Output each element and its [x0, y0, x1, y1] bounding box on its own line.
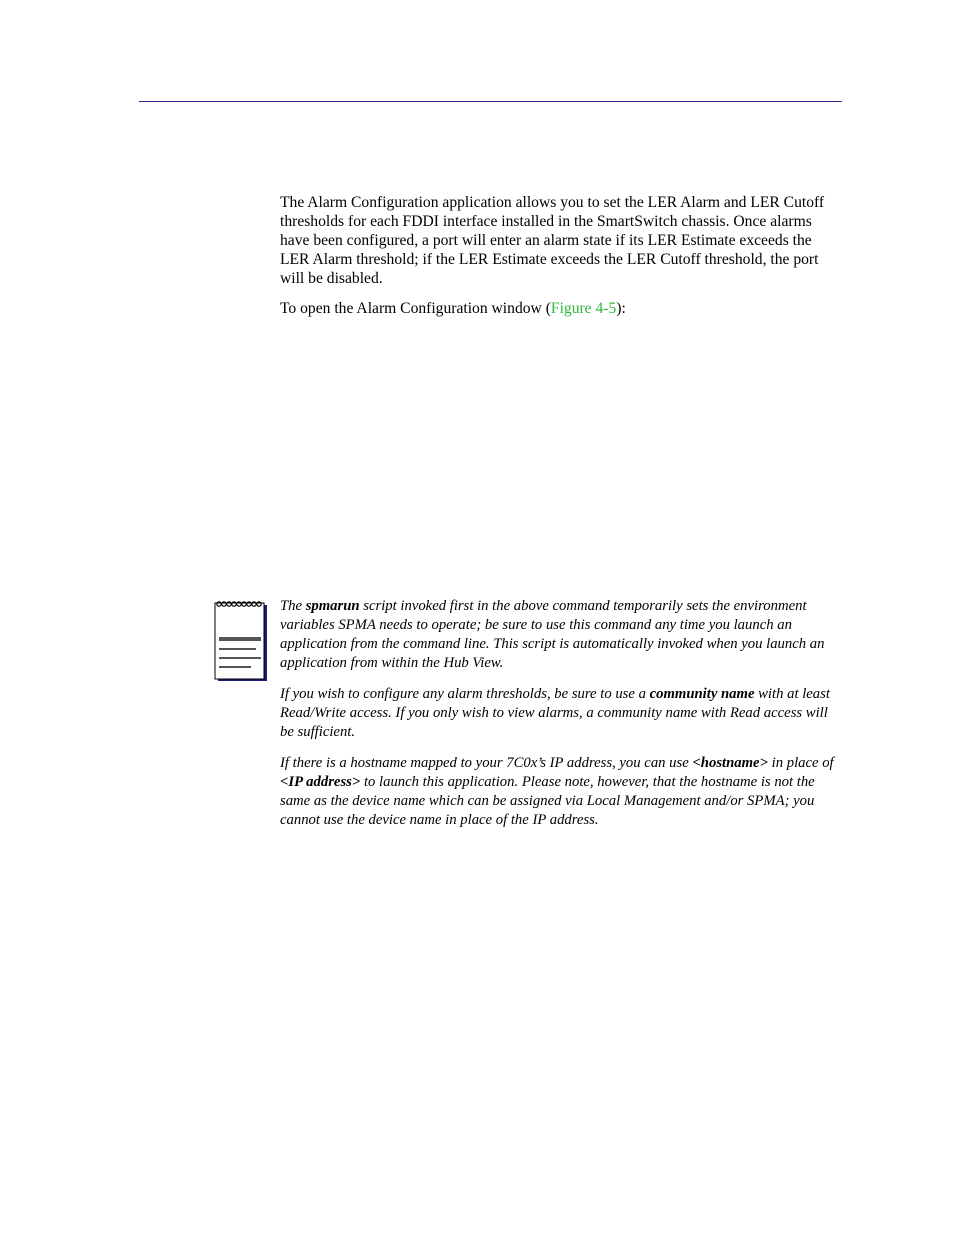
open-instruction-suffix: ):	[616, 300, 626, 317]
intro-section	[280, 193, 836, 329]
intro-paragraph: The Alarm Configuration application allows you to set the LER Alarm and LER Cutoff thresholds for each FDDI interface installed in the SmartSwitch chassis. Once alarms have been configured, a port will enter an alarm state if its LER Estimate exceeds the LER Alarm threshold; if the LER Estimate exceeds the LER Cutoff threshold, the port will be disabled.	[280, 194, 825, 287]
hostname-term: <hostname>	[692, 755, 768, 771]
notes-section	[280, 597, 842, 842]
figure-link[interactable]: Figure 4-5	[550, 300, 617, 317]
notepad-icon	[214, 600, 268, 682]
note-spmarun: The spmarun script invoked first in the above command temporarily sets the environment variables SPMA needs to operate; be sure to use this command any time you launch an application from the command line. This script is automatically invoked when you launch an application from within the Hub View.	[280, 598, 825, 671]
community-name-term: community name	[649, 686, 755, 702]
open-instruction-prefix: To open the Alarm Configuration window (	[280, 300, 551, 317]
header-rule	[139, 101, 842, 102]
spmarun-term: spmarun	[305, 598, 360, 614]
note-community-name: If you wish to configure any alarm thresholds, be sure to use a community name with at least Read/Write access. If you only wish to view alarms, a community name with Read access will be sufficient.	[280, 686, 830, 740]
note-hostname: If there is a hostname mapped to your 7C0x’s IP address, you can use <hostname> in place of <IP address> to launch this application. Please note, however, that the hostname is not the same as the device name which can be assigned via Local Management and/or SPMA; you cannot use the device name in place of the IP address.	[280, 755, 834, 828]
open-instruction	[280, 299, 836, 318]
ip-address-term: <IP address>	[280, 774, 361, 790]
